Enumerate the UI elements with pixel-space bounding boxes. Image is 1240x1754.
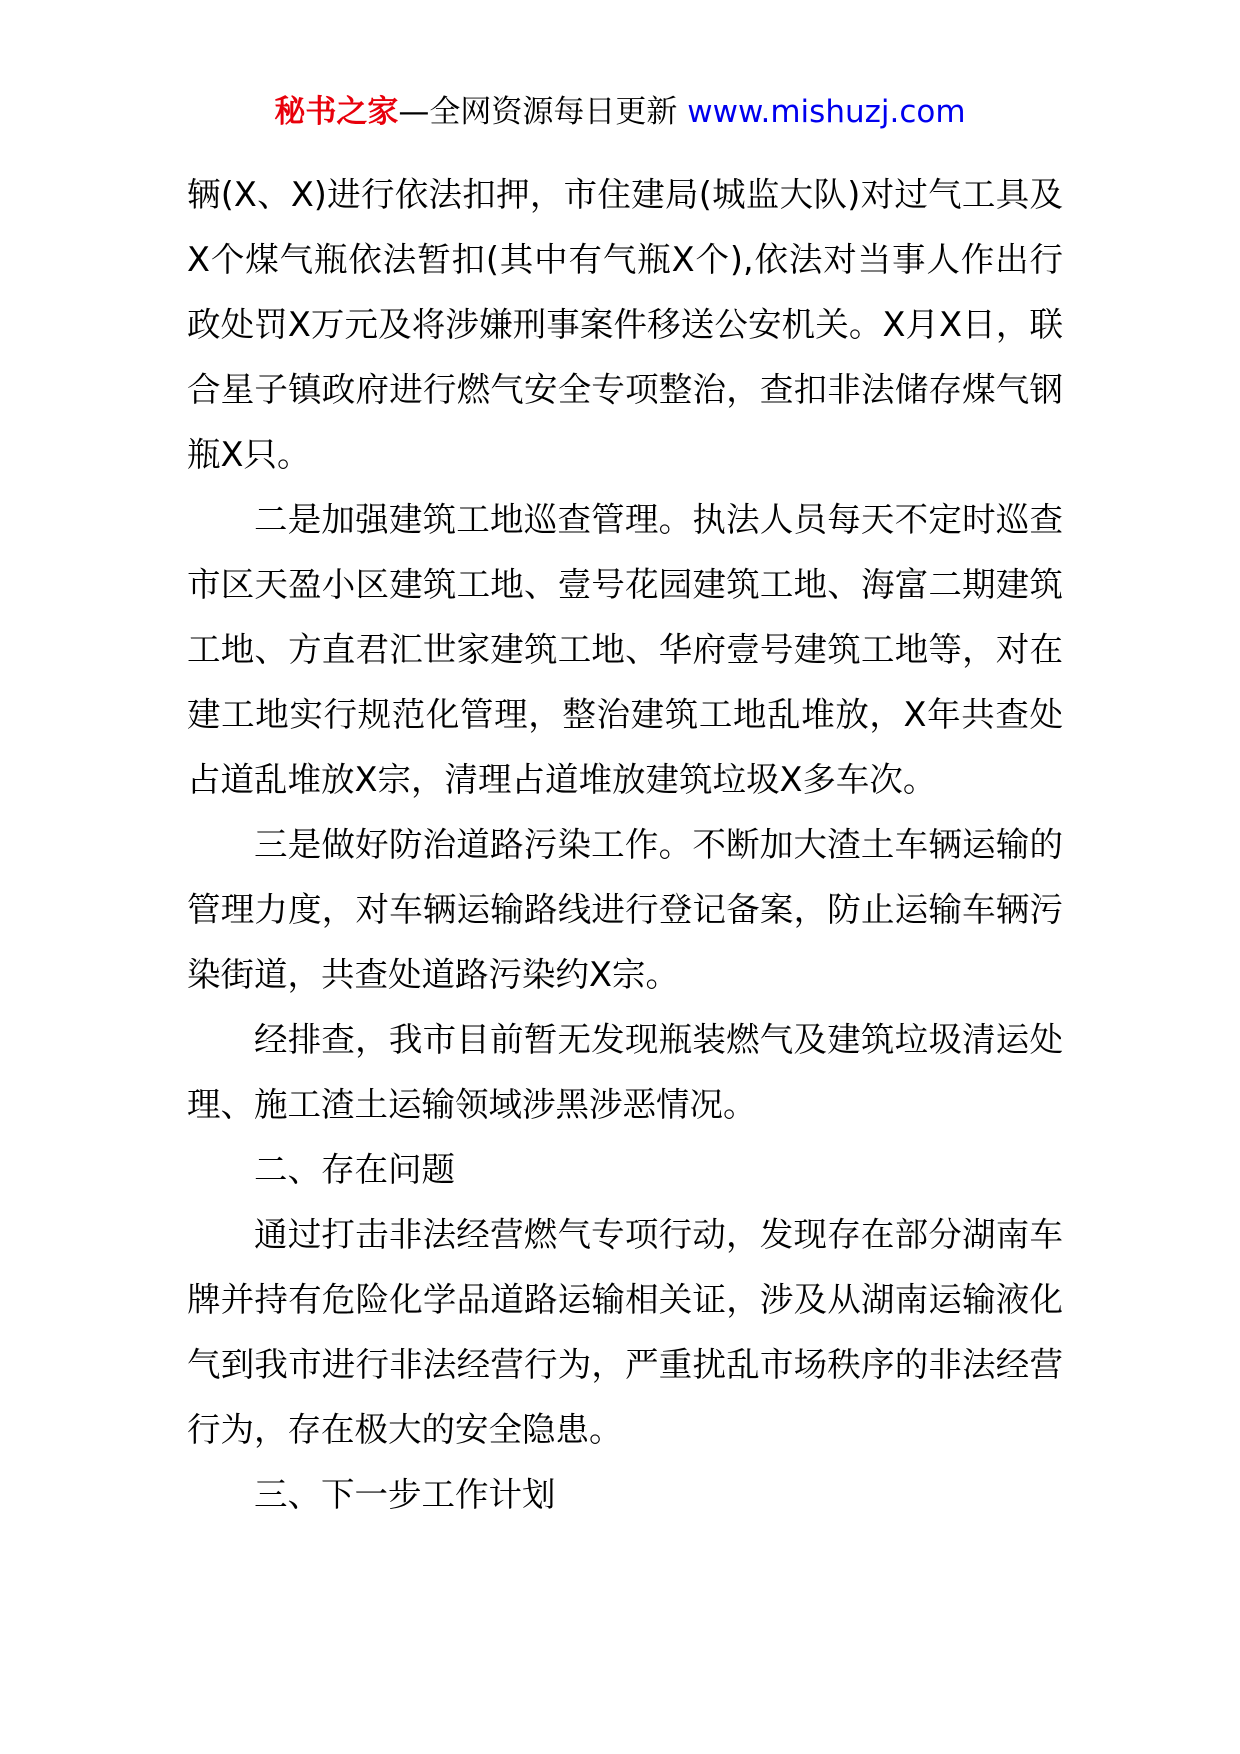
document-body bbox=[187, 162, 1063, 1527]
site-link[interactable]: www.mishuzj.com bbox=[687, 94, 966, 130]
page-header bbox=[0, 92, 1240, 132]
section-heading-problems: 二、存在问题 bbox=[254, 1150, 455, 1189]
brand-name: 秘书之家 bbox=[274, 94, 399, 130]
paragraph-problems: 通过打击非法经营燃气专项行动，发现存在部分湖南车牌并持有危险化学品道路运输相关证，涉及从湖南运输液化气到我市进行非法经营行为，严重扰乱市场秩序的非法经营行为，存在极大的安全隐患。 bbox=[187, 1215, 1063, 1449]
section-heading-next-steps: 三、下一步工作计划 bbox=[254, 1475, 556, 1514]
paragraph-continuation: 辆(X、X)进行依法扣押，市住建局(城监大队)对过气工具及X个煤气瓶依法暂扣(其中有气瓶X个),依法对当事人作出行政处罚X万元及将涉嫌刑事案件移送公安机关。X月X日，联合星子镇政府进行燃气安全专项整治，查扣非法储存煤气钢瓶X只。 bbox=[187, 175, 1063, 474]
header-slogan: —全网资源每日更新 bbox=[398, 94, 678, 130]
paragraph-investigation-result: 经排查，我市目前暂无发现瓶装燃气及建筑垃圾清运处理、施工渣土运输领域涉黑涉恶情况。 bbox=[187, 1020, 1063, 1124]
paragraph-road-pollution: 三是做好防治道路污染工作。不断加大渣土车辆运输的管理力度，对车辆运输路线进行登记备案，防止运输车辆污染街道，共查处道路污染约X宗。 bbox=[187, 825, 1063, 994]
paragraph-construction-sites: 二是加强建筑工地巡查管理。执法人员每天不定时巡查市区天盈小区建筑工地、壹号花园建筑工地、海富二期建筑工地、方直君汇世家建筑工地、华府壹号建筑工地等，对在建工地实行规范化管理，整治建筑工地乱堆放，X年共查处占道乱堆放X宗，清理占道堆放建筑垃圾X多车次。 bbox=[187, 500, 1063, 799]
